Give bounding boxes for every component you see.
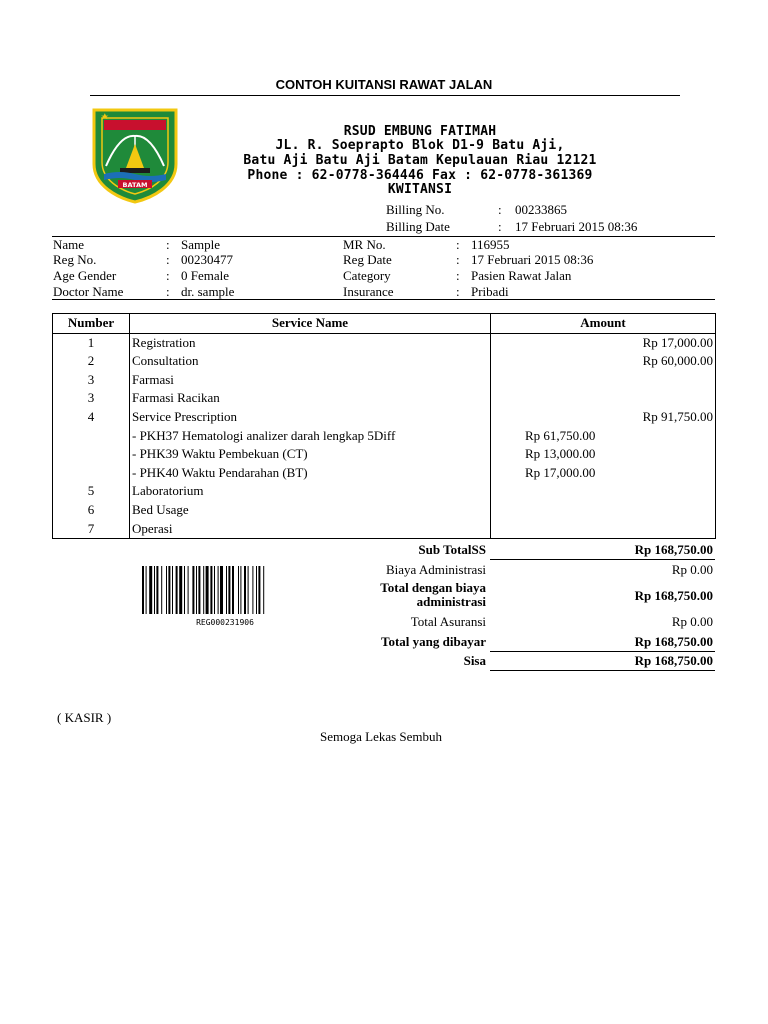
paid-rule bbox=[490, 651, 715, 652]
row-number: 3 bbox=[53, 389, 130, 408]
subtotal-value: Rp 168,750.00 bbox=[634, 542, 713, 557]
row-number: 5 bbox=[53, 482, 130, 501]
table-row bbox=[53, 464, 716, 483]
row-number: 3 bbox=[53, 371, 130, 390]
table-row bbox=[53, 482, 716, 501]
row-amount: Rp 17,000.00 bbox=[642, 334, 713, 350]
hospital-name: RSUD EMBUNG FATIMAH bbox=[343, 124, 497, 139]
category-label: Category bbox=[343, 268, 391, 283]
remaining-label: Sisa bbox=[463, 653, 486, 668]
row-number bbox=[53, 427, 130, 446]
total-with-admin-label bbox=[300, 581, 486, 609]
row-service-name: - PKH37 Hematologi analizer darah lengkap 5Diff bbox=[130, 427, 491, 446]
row-number: 1 bbox=[53, 333, 130, 352]
row-sub-amount: Rp 17,000.00 bbox=[525, 464, 596, 480]
table-row bbox=[53, 445, 716, 464]
age-gender-colon: : bbox=[166, 268, 170, 283]
insurance-value: Pribadi bbox=[471, 284, 509, 299]
table-row bbox=[53, 333, 716, 352]
insurance-label: Insurance bbox=[343, 284, 394, 299]
row-amount bbox=[491, 520, 716, 539]
mr-no-colon: : bbox=[456, 237, 460, 252]
closing-wish: Semoga Lekas Sembuh bbox=[320, 729, 443, 744]
patient-name-label: Name bbox=[53, 237, 85, 252]
barcode-text: REG000231906 bbox=[196, 618, 254, 627]
row-service-name: Service Prescription bbox=[130, 408, 491, 427]
cashier-signature-label: ( KASIR ) bbox=[57, 710, 112, 725]
row-service-name: Farmasi Racikan bbox=[130, 389, 491, 408]
hospital-address-line-1: JL. R. Soeprapto Blok D1-9 Batu Aji, bbox=[275, 138, 565, 153]
row-sub-amount: Rp 61,750.00 bbox=[525, 427, 596, 443]
remaining-rule bbox=[490, 670, 715, 671]
row-number: 2 bbox=[53, 352, 130, 371]
reg-no-colon: : bbox=[166, 252, 170, 267]
document-type: KWITANSI bbox=[387, 182, 453, 197]
billing-date-value: 17 Februari 2015 08:36 bbox=[515, 219, 638, 234]
amount-column-header: Amount bbox=[491, 314, 716, 334]
age-gender-value: 0 Female bbox=[181, 268, 230, 283]
doctor-name-label: Doctor Name bbox=[53, 284, 124, 299]
table-row bbox=[53, 520, 716, 539]
row-service-name: Consultation bbox=[130, 352, 491, 371]
doctor-name-value: dr. sample bbox=[181, 284, 235, 299]
table-row bbox=[53, 371, 716, 390]
registration-barcode bbox=[140, 566, 310, 627]
table-row bbox=[53, 389, 716, 408]
row-amount bbox=[491, 482, 716, 501]
row-service-name: Registration bbox=[130, 333, 491, 352]
table-row bbox=[53, 427, 716, 446]
table-row bbox=[53, 408, 716, 427]
row-amount: Rp 91,750.00 bbox=[642, 408, 713, 424]
billing-date-label: Billing Date bbox=[386, 219, 450, 234]
row-service-name: - PHK40 Waktu Pendarahan (BT) bbox=[130, 464, 491, 483]
service-name-column-header: Service Name bbox=[130, 314, 491, 334]
row-service-name: Laboratorium bbox=[130, 482, 491, 501]
title-divider bbox=[90, 95, 680, 96]
table-row bbox=[53, 352, 716, 371]
total-insurance-label: Total Asuransi bbox=[410, 614, 486, 629]
age-gender-label: Age Gender bbox=[53, 268, 117, 283]
total-with-admin-label-line-2: administrasi bbox=[416, 594, 486, 609]
category-value: Pasien Rawat Jalan bbox=[471, 268, 572, 283]
row-service-name: - PHK39 Waktu Pembekuan (CT) bbox=[130, 445, 491, 464]
reg-date-label: Reg Date bbox=[343, 252, 392, 267]
row-service-name: Operasi bbox=[130, 520, 491, 539]
patient-name-colon: : bbox=[166, 237, 170, 252]
total-paid-label: Total yang dibayar bbox=[381, 634, 486, 649]
barcode-bars-icon bbox=[140, 566, 310, 614]
billing-no-colon: : bbox=[498, 202, 502, 217]
row-amount: Rp 60,000.00 bbox=[642, 353, 713, 369]
mr-no-label: MR No. bbox=[343, 237, 386, 252]
reg-date-colon: : bbox=[456, 252, 460, 267]
number-column-header: Number bbox=[53, 314, 130, 334]
remaining-value: Rp 168,750.00 bbox=[634, 653, 713, 668]
subtotal-label: Sub TotalSS bbox=[418, 542, 486, 557]
patient-info-bottom-rule bbox=[52, 299, 715, 300]
patient-name-value: Sample bbox=[181, 237, 220, 252]
row-amount bbox=[491, 389, 716, 408]
hospital-phone: Phone : 62-0778-364446 Fax : 62-0778-361369 bbox=[247, 168, 593, 183]
total-with-admin-label-line-1: Total dengan biaya bbox=[380, 580, 486, 595]
document-title: CONTOH KUITANSI RAWAT JALAN bbox=[275, 77, 493, 92]
insurance-colon: : bbox=[456, 284, 460, 299]
reg-no-label: Reg No. bbox=[53, 252, 97, 267]
total-insurance-value: Rp 0.00 bbox=[671, 614, 713, 629]
services-header-row bbox=[53, 314, 716, 334]
batam-city-emblem-icon bbox=[90, 106, 180, 204]
hospital-address-line-2: Batu Aji Batu Aji Batam Kepulauan Riau 12121 bbox=[243, 153, 597, 168]
admin-fee-label: Biaya Administrasi bbox=[385, 562, 486, 577]
total-paid-value: Rp 168,750.00 bbox=[634, 634, 713, 649]
row-number bbox=[53, 464, 130, 483]
row-service-name: Bed Usage bbox=[130, 501, 491, 520]
row-amount bbox=[491, 501, 716, 520]
billing-date-colon: : bbox=[498, 219, 502, 234]
row-amount bbox=[491, 371, 716, 390]
row-sub-amount: Rp 13,000.00 bbox=[525, 446, 596, 462]
row-service-name: Farmasi bbox=[130, 371, 491, 390]
table-row bbox=[53, 501, 716, 520]
reg-date-value: 17 Februari 2015 08:36 bbox=[471, 252, 594, 267]
row-number: 4 bbox=[53, 408, 130, 427]
row-number: 7 bbox=[53, 520, 130, 539]
services-table bbox=[52, 313, 716, 539]
mr-no-value: 116955 bbox=[471, 237, 510, 252]
reg-no-value: 00230477 bbox=[181, 252, 233, 267]
emblem-banner-text: BATAM bbox=[122, 181, 148, 189]
row-number: 6 bbox=[53, 501, 130, 520]
total-with-admin-value: Rp 168,750.00 bbox=[634, 588, 713, 603]
category-colon: : bbox=[456, 268, 460, 283]
row-number bbox=[53, 445, 130, 464]
subtotal-rule bbox=[490, 559, 715, 560]
billing-no-value: 00233865 bbox=[515, 202, 567, 217]
billing-no-label: Billing No. bbox=[386, 202, 445, 217]
doctor-name-colon: : bbox=[166, 284, 170, 299]
admin-fee-value: Rp 0.00 bbox=[671, 562, 713, 577]
